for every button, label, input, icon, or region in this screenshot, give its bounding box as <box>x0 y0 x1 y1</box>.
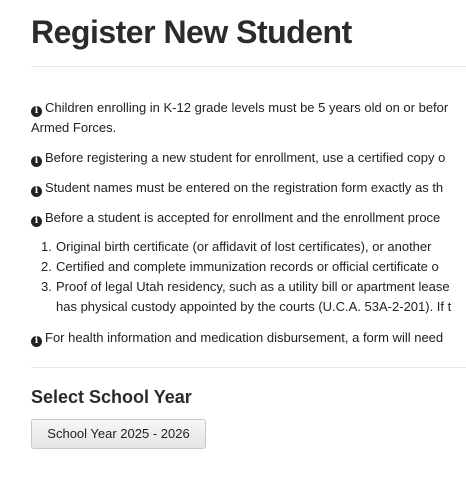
notice-text: For health information and medication disbursement, a form will need <box>45 330 444 345</box>
page-title: Register New Student <box>31 14 352 50</box>
notice-age-requirement <box>31 98 448 138</box>
info-icon: i <box>31 186 42 197</box>
notice-text: Children enrolling in K-12 grade levels must be 5 years old on or befor <box>45 100 449 115</box>
notice-enrollment-process <box>31 208 440 228</box>
school-year-button[interactable]: School Year 2025 - 2026 <box>31 419 206 449</box>
info-icon: i <box>31 106 42 117</box>
list-item-number: 3. <box>41 279 52 294</box>
notice-student-names <box>31 178 443 198</box>
info-icon: i <box>31 216 42 227</box>
title-divider <box>31 66 466 67</box>
notice-text: Student names must be entered on the registration form exactly as th <box>45 180 444 195</box>
select-school-year-heading: Select School Year <box>31 387 192 407</box>
list-item <box>31 257 451 277</box>
notice-text-continued: Armed Forces. <box>31 120 117 135</box>
list-item-text-continued: has physical custody appointed by the courts (U.C.A. 53A-2-201). If t <box>56 299 452 314</box>
list-item-text: Proof of legal Utah residency, such as a utility bill or apartment lease <box>56 279 450 294</box>
notice-text: Before a student is accepted for enrollment and the enrollment proce <box>45 210 441 225</box>
list-item <box>31 237 451 257</box>
requirements-list <box>31 237 451 317</box>
notice-text: Before registering a new student for enrollment, use a certified copy o <box>45 150 446 165</box>
notice-certified-copy <box>31 148 445 168</box>
info-icon: i <box>31 156 42 167</box>
list-item <box>31 277 451 317</box>
list-item-text: Original birth certificate (or affidavit of lost certificates), or another <box>56 239 432 254</box>
list-item-number: 1. <box>41 239 52 254</box>
section-divider <box>31 367 466 368</box>
list-item-number: 2. <box>41 259 52 274</box>
info-icon: i <box>31 336 42 347</box>
notice-health-information <box>31 328 443 348</box>
list-item-text: Certified and complete immunization records or official certificate o <box>56 259 439 274</box>
